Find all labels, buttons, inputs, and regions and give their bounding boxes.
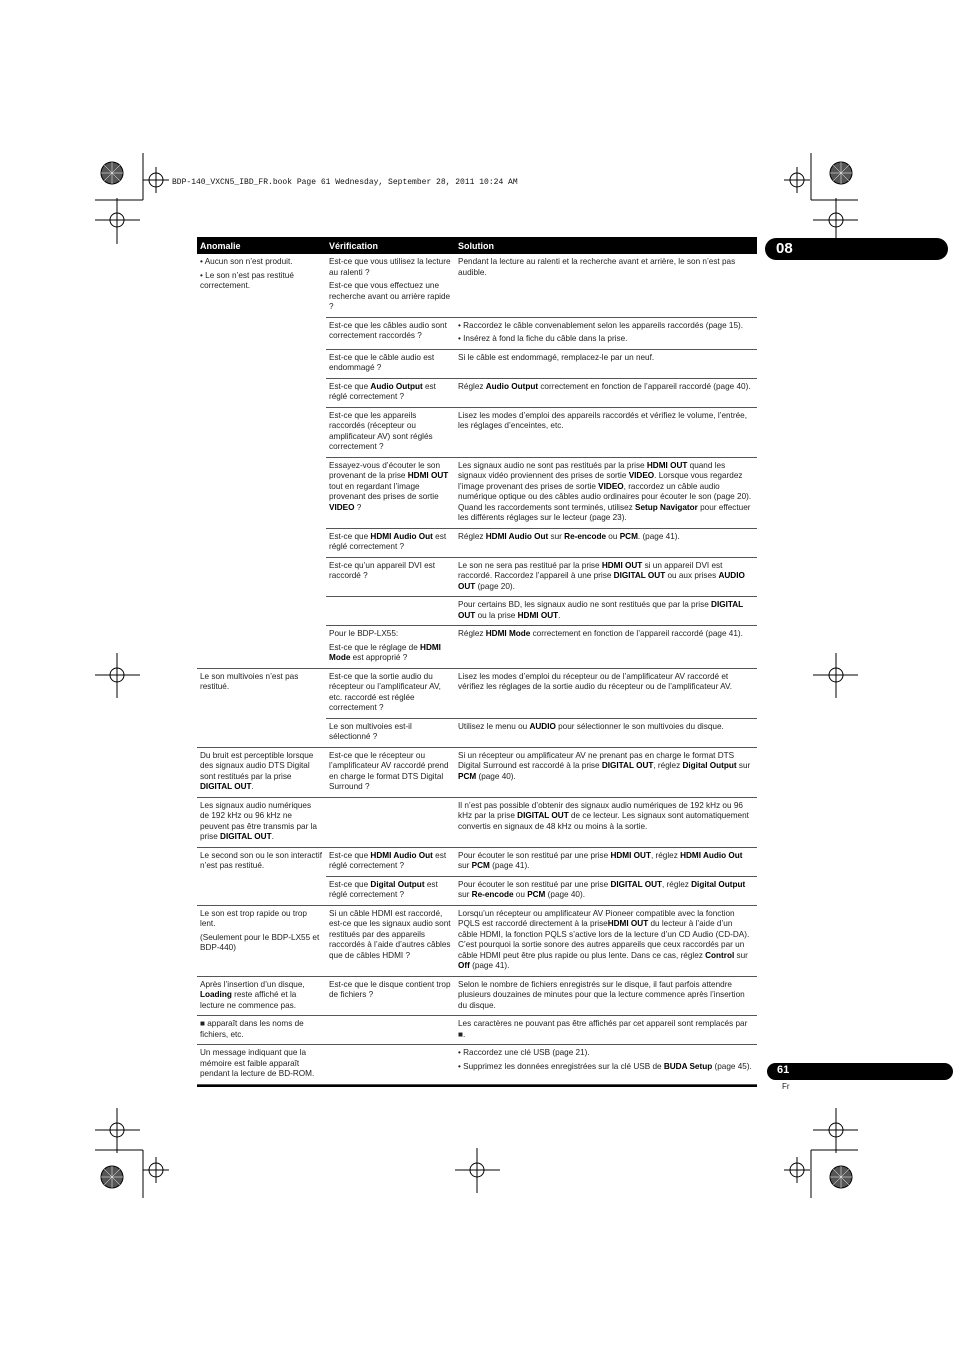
solution-text: Utilisez le menu ou AUDIO pour sélectionner le son multivoies du disque. — [458, 721, 724, 731]
solution-text: Selon le nombre de fichiers enregistrés sur le disque, il faut parfois attendre plusieurs douzaines de minutes pour que la lecture commence après l’insertion du disque. — [458, 979, 745, 1010]
table-row — [326, 748, 757, 797]
verification-text: Est-ce que le réglage de HDMI Mode est approprié ? — [329, 642, 441, 662]
solution-text: • Raccordez le câble convenablement selon les appareils raccordés (page 15). — [458, 320, 744, 330]
verification-text: Est-ce que vous utilisez la lecture au ralenti ? — [329, 257, 451, 277]
print-header-line: BDP-140_VXCN5_IBD_FR.book Page 61 Wednesday, September 28, 2011 10:24 AM — [172, 178, 518, 187]
verification-text: Est-ce que vous effectuez une recherche avant ou arrière rapide ? — [329, 281, 451, 311]
verification-text: Est-ce que les câbles audio sont correctement raccordés ? — [329, 320, 447, 340]
column-header-anomalie: Anomalie — [200, 240, 241, 251]
table-row — [326, 977, 757, 1016]
anomalie-cell — [197, 748, 326, 797]
solution-cell — [455, 597, 757, 625]
table-group — [197, 906, 757, 977]
anomalie-cell — [197, 798, 326, 847]
table-row — [326, 407, 757, 457]
solution-cell — [455, 669, 757, 718]
verification-text: Est-ce que le câble audio est endommagé ? — [329, 352, 435, 372]
anomalie-text: Du bruit est perceptible lorsque des signaux audio DTS Digital sont restitués par la prise DIGITAL OUT. — [200, 750, 314, 791]
solution-cell — [455, 877, 757, 905]
anomalie-cell — [197, 669, 326, 747]
verification-text: Le son multivoies est-il sélectionné ? — [329, 721, 412, 741]
table-group — [197, 1045, 757, 1085]
verification-cell — [326, 669, 455, 718]
verification-text: Est-ce que les appareils raccordés (récepteur ou amplificateur AV) sont réglés correctement ? — [329, 410, 433, 451]
column-header-verification: Vérification — [329, 240, 379, 251]
verification-text: Est-ce qu’un appareil DVI est raccordé ? — [329, 560, 436, 580]
solution-cell — [455, 798, 757, 837]
page-number-tab — [767, 1063, 953, 1080]
table-group — [197, 848, 757, 906]
solution-cell — [455, 977, 757, 1016]
table-row — [326, 1016, 757, 1044]
verification-text: Est-ce que le disque contient trop de fichiers ? — [329, 979, 451, 999]
anomalie-text: Les signaux audio numériques de 192 kHz ou 96 kHz ne peuvent pas être transmis par la prise DIGITAL OUT. — [200, 800, 317, 841]
verification-cell — [326, 848, 455, 876]
solution-cell — [455, 906, 757, 976]
verification-text: Est-ce que HDMI Audio Out est réglé correctement ? — [329, 531, 447, 551]
table-group — [197, 748, 757, 798]
verification-text: Est-ce que la sortie audio du récepteur ou l’amplificateur AV, etc. raccordé est réglée correctement ? — [329, 671, 441, 712]
solution-cell — [455, 350, 757, 378]
anomalie-cell — [197, 254, 326, 668]
verification-cell — [326, 748, 455, 797]
table-row — [326, 317, 757, 349]
table-row — [326, 349, 757, 378]
table-group — [197, 669, 757, 748]
table-bottom-rule — [197, 1085, 757, 1087]
solution-text: Les signaux audio ne sont pas restitués par la prise HDMI OUT quand les signaux vidéo proviennent des prises de sortie VIDEO. Lorsque vous regardez l’image provenant des prises de sortie VIDEO, raccordez un câble audio numérique optique ou des câbles audio ordinaires pour écouter le son (page 20). Quand les raccordements sont terminés, utilisez Setup Navigator pour effectuer les différents réglages sur le lecteur (page 23). — [458, 460, 752, 522]
anomalie-cell — [197, 1045, 326, 1084]
verification-cell — [326, 1016, 455, 1044]
verification-text: Est-ce que Digital Output est réglé correctement ? — [329, 879, 438, 899]
verification-cell — [326, 977, 455, 1016]
verification-text: Essayez-vous d’écouter le son provenant de la prise HDMI OUT tout en regardant l’image provenant des prises de sortie VIDEO ? — [329, 460, 449, 512]
table-row — [326, 848, 757, 876]
solution-text: Si le câble est endommagé, remplacez-le par un neuf. — [458, 352, 655, 362]
verification-cell — [326, 318, 455, 349]
table-row — [326, 1045, 757, 1076]
anomalie-text: • Aucun son n’est produit. — [200, 257, 293, 266]
verification-cell — [326, 408, 455, 457]
solution-cell — [455, 748, 757, 797]
table-row — [326, 528, 757, 557]
table-group — [197, 254, 757, 669]
solution-text: Les caractères ne pouvant pas être affichés par cet appareil sont remplacés par ■. — [458, 1019, 748, 1039]
table-row — [326, 557, 757, 597]
solution-cell — [455, 848, 757, 876]
anomalie-text: ■ apparaît dans les noms de fichiers, etc. — [200, 1019, 304, 1039]
table-group — [197, 977, 757, 1017]
solution-cell — [455, 529, 757, 557]
chapter-tab — [765, 238, 948, 260]
solution-text: Réglez HDMI Audio Out sur Re-encode ou PCM. (page 41). — [458, 531, 680, 541]
solution-cell — [455, 458, 757, 528]
table-group — [197, 798, 757, 848]
verification-cell — [326, 254, 455, 317]
anomalie-text: Le son multivoies n’est pas restitué. — [200, 671, 299, 691]
solution-cell — [455, 379, 757, 407]
solution-cell — [455, 254, 757, 317]
solution-text: • Raccordez une clé USB (page 21). — [458, 1048, 590, 1057]
crosshair-top-left — [143, 167, 169, 193]
solution-cell — [455, 719, 757, 747]
verification-cell — [326, 558, 455, 597]
table-header — [197, 237, 757, 254]
anomalie-cell — [197, 906, 326, 976]
table-row — [326, 596, 757, 625]
table-row — [326, 669, 757, 718]
solution-text: Réglez HDMI Mode correctement en fonction de l’appareil raccordé (page 41). — [458, 629, 743, 638]
solution-cell — [455, 558, 757, 597]
page-number: 61 — [777, 1064, 790, 1076]
table-group — [197, 1016, 757, 1045]
column-header-solution: Solution — [458, 240, 494, 251]
solution-text: Pour certains BD, les signaux audio ne sont restitués que par la prise DIGITAL OUT ou la prise HDMI OUT. — [458, 600, 744, 620]
verification-text: Est-ce que Audio Output est réglé correctement ? — [329, 381, 436, 401]
verification-cell — [326, 350, 455, 378]
language-label: Fr — [782, 1082, 790, 1091]
anomalie-text: Un message indiquant que la mémoire est faible apparaît pendant la lecture de BD-ROM. — [200, 1048, 315, 1078]
table-row — [326, 254, 757, 317]
solution-text: Pour écouter le son restitué par une prise DIGITAL OUT, réglez Digital Output sur Re-encode ou PCM (page 40). — [458, 879, 746, 899]
verification-cell — [326, 597, 455, 625]
solution-text: Il n’est pas possible d’obtenir des signaux audio numériques de 192 kHz ou 96 kHz par la prise DIGITAL OUT de ce lecteur. Les signaux sont automatiquement convertis en signaux de 48 kHz ou moins à la sortie. — [458, 800, 749, 831]
solution-text: Pendant la lecture au ralenti et la recherche avant et arrière, le son n’est pas audible. — [458, 257, 736, 277]
chapter-number: 08 — [776, 240, 793, 257]
verification-cell — [326, 1045, 455, 1076]
solution-text: • Supprimez les données enregistrées sur la clé USB de BUDA Setup (page 45). — [458, 1061, 752, 1071]
solution-text: Le son ne sera pas restitué par la prise HDMI OUT si un appareil DVI est raccordé. Raccordez l’appareil à une prise DIGITAL OUT ou aux prises AUDIO OUT (page 20). — [458, 560, 745, 591]
solution-text: Réglez Audio Output correctement en fonction de l’appareil raccordé (page 40). — [458, 381, 751, 391]
solution-cell — [455, 408, 757, 457]
anomalie-cell — [197, 1016, 326, 1044]
table-row — [326, 718, 757, 747]
verification-cell — [326, 458, 455, 528]
verification-text: Est-ce que le récepteur ou l’amplificateur AV raccordé prend en charge le format DTS Digital Surround ? — [329, 750, 449, 791]
table-row — [326, 906, 757, 976]
solution-text: • Insérez à fond la fiche du câble dans la prise. — [458, 334, 628, 343]
solution-text: Lorsqu’un récepteur ou amplificateur AV Pioneer compatible avec la fonction PQLS est raccordé directement à la priseHDMI OUT du lecteur à l’aide d’un câble HDMI, la fonction PQLS s’active lors de la lecture d’un CD Audio (CD-DA). C’est pourquoi la sortie sonore des autres appareils que ceux raccordés par un câble HDMI peut être plus rapide ou plus lente. Dans ce cas, réglez Control sur Off (page 41). — [458, 908, 750, 970]
verification-text: Si un câble HDMI est raccordé, est-ce que les signaux audio sont restitués par des appareils raccordés à l’aide d’autres câbles que de câbles HDMI ? — [329, 908, 451, 960]
solution-cell — [455, 318, 757, 349]
table-row — [326, 378, 757, 407]
anomalie-text: Le son est trop rapide ou trop lent. — [200, 908, 307, 928]
table-body — [197, 254, 757, 1085]
solution-text: Lisez les modes d’emploi du récepteur ou de l’amplificateur AV raccordé et vérifiez les réglages de la sortie audio du récepteur ou de l’amplificateur AV. — [458, 671, 732, 691]
troubleshooting-table — [197, 237, 757, 1087]
table-row — [326, 625, 757, 668]
verification-cell — [326, 626, 455, 668]
verification-cell — [326, 719, 455, 747]
anomalie-text: • Le son n’est pas restitué correctement. — [200, 270, 294, 290]
verification-text: Est-ce que HDMI Audio Out est réglé correctement ? — [329, 850, 447, 870]
solution-text: Si un récepteur ou amplificateur AV ne prenant pas en charge le format DTS Digital Surround est raccordé à la prise DIGITAL OUT, réglez Digital Output sur PCM (page 40). — [458, 750, 751, 781]
solution-cell — [455, 1045, 757, 1076]
anomalie-text: Après l’insertion d’un disque, Loading reste affiché et la lecture ne commence pas. — [200, 979, 305, 1010]
verification-cell — [326, 798, 455, 837]
anomalie-text: (Seulement pour le BDP-LX55 et BDP-440) — [200, 932, 320, 952]
solution-text: Pour écouter le son restitué par une prise HDMI OUT, réglez HDMI Audio Out sur PCM (page 41). — [458, 850, 743, 870]
solution-cell — [455, 1016, 757, 1044]
table-row — [326, 876, 757, 905]
anomalie-cell — [197, 977, 326, 1016]
verification-text: Pour le BDP-LX55: — [329, 629, 399, 638]
solution-text: Lisez les modes d’emploi des appareils raccordés et vérifiez le volume, l’entrée, les réglages d’enceintes, etc. — [458, 410, 747, 430]
solution-cell — [455, 626, 757, 668]
anomalie-cell — [197, 848, 326, 905]
verification-cell — [326, 379, 455, 407]
anomalie-text: Le second son ou le son interactif n’est pas restitué. — [200, 850, 322, 870]
table-row — [326, 798, 757, 837]
table-row — [326, 457, 757, 528]
verification-cell — [326, 877, 455, 905]
verification-cell — [326, 906, 455, 976]
verification-cell — [326, 529, 455, 557]
